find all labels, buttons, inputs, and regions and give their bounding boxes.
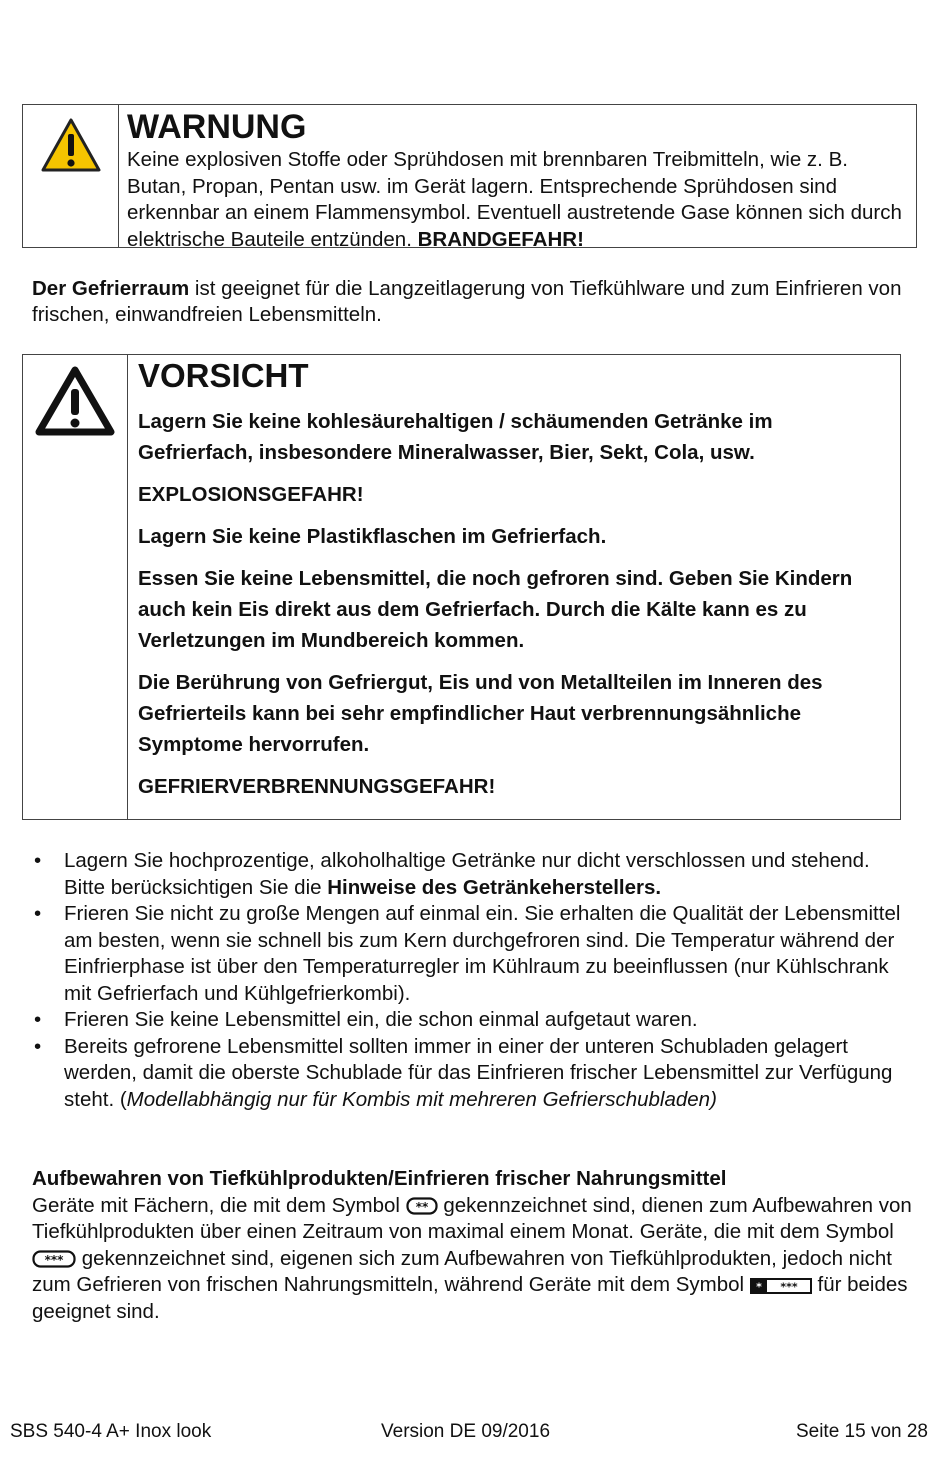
list-item-text: Frieren Sie nicht zu große Mengen auf einmal ein. Sie erhalten die Qualität der Lebensmittel am besten, wenn sie schnell bis zum Kern durchgefroren sind. Die Temperatur während der Einfrierphase ist über den Temperaturregler im Kühlraum zu beeinflussen (nur Kühlschrank mit Gefrierfach und Kühlgefrierkombi).: [64, 902, 901, 1005]
storage-heading: Aufbewahren von Tiefkühlprodukten/Einfrieren frischer Nahrungsmittel: [32, 1167, 727, 1190]
caution-paragraph: GEFRIERVERBRENNUNGSGEFAHR!: [138, 775, 496, 798]
storage-text: gekennzeichnet sind, eigenen sich zum Aufbewahren von Tiefkühlprodukten, jedoch nicht zum Gefrieren von frischen Nahrungsmitteln, während Geräte mit dem Symbol: [32, 1246, 892, 1296]
storage-section: [32, 1166, 922, 1325]
freezer-intro-paragraph: [32, 276, 912, 328]
warning-text-cell: [119, 105, 916, 251]
bullet-dot-icon: •: [34, 1034, 42, 1058]
bullet-dot-icon: •: [34, 849, 42, 872]
list-item-italic: Modellabhängig nur für Kombis mit mehreren Gefrierschubladen): [126, 1087, 717, 1111]
svg-text:**: **: [415, 1200, 428, 1215]
intro-bold: Der Gefrierraum: [32, 277, 190, 300]
warning-body-text: Keine explosiven Stoffe oder Sprühdosen mit brennbaren Treibmitteln, wie z. B. Butan, Propan, Pentan usw. im Gerät lagern. Entsprechende Sprühdosen sind erkennbar an einem Flammensymbol. Eventuell austretende Gase können sich durch elektrische Bauteile entzünden.: [127, 148, 902, 251]
warning-box: [22, 104, 917, 251]
two-star-freezer-icon: [406, 1197, 438, 1215]
warning-body: [127, 147, 908, 253]
footer-version: Version DE 09/2016: [381, 1421, 551, 1442]
svg-text:***: ***: [44, 1253, 64, 1268]
caution-box: [22, 354, 901, 820]
caution-paragraph: Essen Sie keine Lebensmittel, die noch gefroren sind. Geben Sie Kindern auch kein Eis direkt aus dem Gefrierfach. Durch die Kälte kann es zu Verletzungen im Mundbereich kommen.: [138, 567, 853, 652]
footer-model: SBS 540-4 A+ Inox look: [10, 1421, 212, 1442]
list-item: [32, 1034, 912, 1114]
list-item: [32, 901, 912, 1007]
four-star-freezer-icon: [750, 1278, 812, 1294]
intro-text: ist geeignet für die Langzeitlagerung von Tiefkühlware und zum Einfrieren von frischen, einwandfreien Lebensmitteln.: [32, 277, 902, 326]
bullet-dot-icon: •: [34, 1008, 42, 1031]
list-item-text: Frieren Sie keine Lebensmittel ein, die schon einmal aufgetaut waren.: [64, 1008, 698, 1031]
list-item: [32, 848, 912, 901]
warning-triangle-yellow-icon: [40, 117, 102, 173]
list-item-text: Bereits gefrorene Lebensmittel sollten immer in einer der unteren Schubladen gelagert werden, damit die oberste Schublade für das Einfrieren frischer Lebensmittel zur Verfügung steht. (: [64, 1034, 893, 1111]
storage-text: für beides geeignet sind.: [32, 1273, 908, 1323]
bullet-dot-icon: •: [34, 902, 42, 925]
caution-text-cell: [128, 355, 900, 819]
caution-paragraph: Die Berührung von Gefriergut, Eis und von Metallteilen im Inneren des Gefrierteils kann bei sehr empfindlicher Haut verbrennungsähnliche Symptome hervorrufen.: [138, 671, 823, 756]
caution-icon-cell: [23, 355, 128, 819]
list-item-text: Lagern Sie hochprozentige, alkoholhaltige Getränke nur dicht verschlossen und stehend. Bitte berücksichtigen Sie die: [64, 849, 870, 899]
svg-text:*: *: [755, 1280, 762, 1294]
warning-triangle-outline-icon: [35, 365, 115, 437]
warning-icon-cell: [23, 105, 119, 247]
svg-text:***: ***: [780, 1280, 798, 1294]
storage-text: Geräte mit Fächern, die mit dem Symbol: [32, 1193, 406, 1217]
warning-emphasis: BRANDGEFAHR!: [417, 227, 584, 251]
caution-title: VORSICHT: [138, 357, 309, 394]
footer-page-number: Seite 15 von 28: [795, 1421, 928, 1442]
caution-paragraph: Lagern Sie keine Plastikflaschen im Gefrierfach.: [138, 525, 607, 548]
caution-paragraph: Lagern Sie keine kohlesäurehaltigen / schäumenden Getränke im Gefrierfach, insbesondere Mineralwasser, Bier, Sekt, Cola, usw.: [138, 410, 773, 464]
warning-title: WARNUNG: [127, 108, 307, 146]
bullet-list: [32, 848, 912, 1113]
storage-text: gekennzeichnet sind, dienen zum Aufbewahren von Tiefkühlprodukten über einen Zeitraum von maximal einem Monat. Geräte, die mit dem Symbol: [32, 1193, 912, 1243]
list-item: [32, 1007, 912, 1034]
three-star-freezer-icon: [32, 1250, 76, 1268]
list-item-bold: Hinweise des Getränkeherstellers.: [327, 875, 662, 899]
caution-paragraph: EXPLOSIONSGEFAHR!: [138, 483, 364, 506]
